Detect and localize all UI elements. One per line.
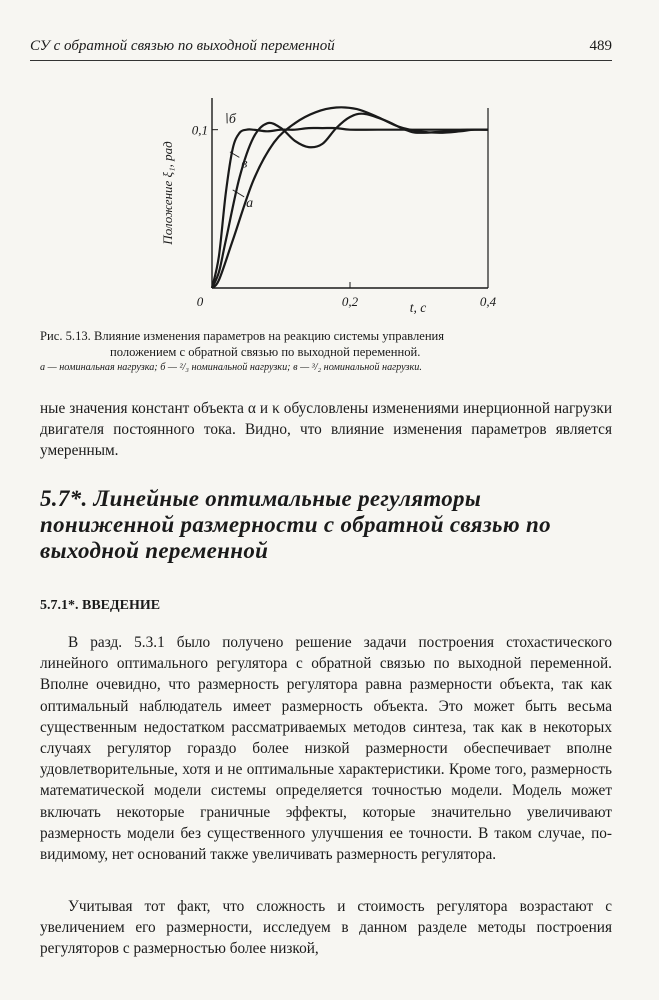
y-tick-label: 0,1 xyxy=(191,122,208,138)
subsection-title: 5.7.1*. ВВЕДЕНИЕ xyxy=(40,598,161,613)
intro-paragraph-2: Учитывая тот факт, что сложность и стоимость регулятора возрастают с увеличением его размерности, исследуем в данном разделе методы построения регуляторов с размерностью более низкой, xyxy=(40,898,612,958)
page-number: 489 xyxy=(589,38,612,54)
x-tick-label: 0,4 xyxy=(479,294,497,309)
figure-caption xyxy=(40,328,620,360)
step-response-chart xyxy=(150,90,510,330)
x-tick-label: 0,2 xyxy=(341,294,359,309)
running-title: СУ с обратной связью по выходной переменной xyxy=(30,38,335,54)
intro-paragraph-1: В разд. 5.3.1 было получено решение задачи построения стохастического линейного оптимального регулятора с обратной связью по выходной переменной. Вполне очевидно, что размерность регулятора равна размерности объекта, так как оптимальный наблюдатель имеет размерность объекта. Это может быть весьма существенным недостатком рассматриваемых методов синтеза, так как в некоторых случаях регулятор гораздо более низкой размерности обеспечивает вполне удовлетворительные, хотя и не оптимальные характеристики. Кроме того, размерность математической модели системы определяется точностью модели. Модель может включать некоторые граничные эффекты, которые значительно увеличивают размерность модели без существенного улучшения ее точности. В таком случае, по-видимому, нет оснований также увеличивать размерность регулятора. xyxy=(40,634,612,864)
section-title: 5.7*. Линейные оптимальные регуляторы пониженной размерности с обратной связью по выходной переменной xyxy=(40,486,551,563)
header-rule xyxy=(30,60,612,61)
caption-line-2: положением с обратной связью по выходной переменной. xyxy=(110,345,421,359)
continued-paragraph: ные значения констант объекта α и κ обусловлены изменениями инерционной нагрузки двигателя постоянного тока. Видно, что влияние изменения параметров является умеренным. xyxy=(40,400,612,460)
origin-label: 0 xyxy=(196,294,204,309)
series-curve-в xyxy=(212,114,488,288)
caption-legend: а — номинальная нагрузка; б — ²/₃ номинальной нагрузки; в — ³/₂ номинальной нагрузки. xyxy=(40,362,422,373)
series-curve-а xyxy=(212,107,488,288)
x-axis-label: t, c xyxy=(409,300,427,315)
caption-line-1: Влияние изменения параметров на реакцию системы управления xyxy=(93,329,445,343)
figure-5-13 xyxy=(150,90,510,330)
series-label-в: в xyxy=(241,156,248,172)
series-label-а: а xyxy=(246,195,254,211)
y-axis-label: Положение ξ₁, рад xyxy=(160,141,175,245)
series-label-б: б xyxy=(228,112,236,127)
series-curve-б xyxy=(212,128,488,288)
caption-label: Рис. 5.13. xyxy=(40,329,91,343)
